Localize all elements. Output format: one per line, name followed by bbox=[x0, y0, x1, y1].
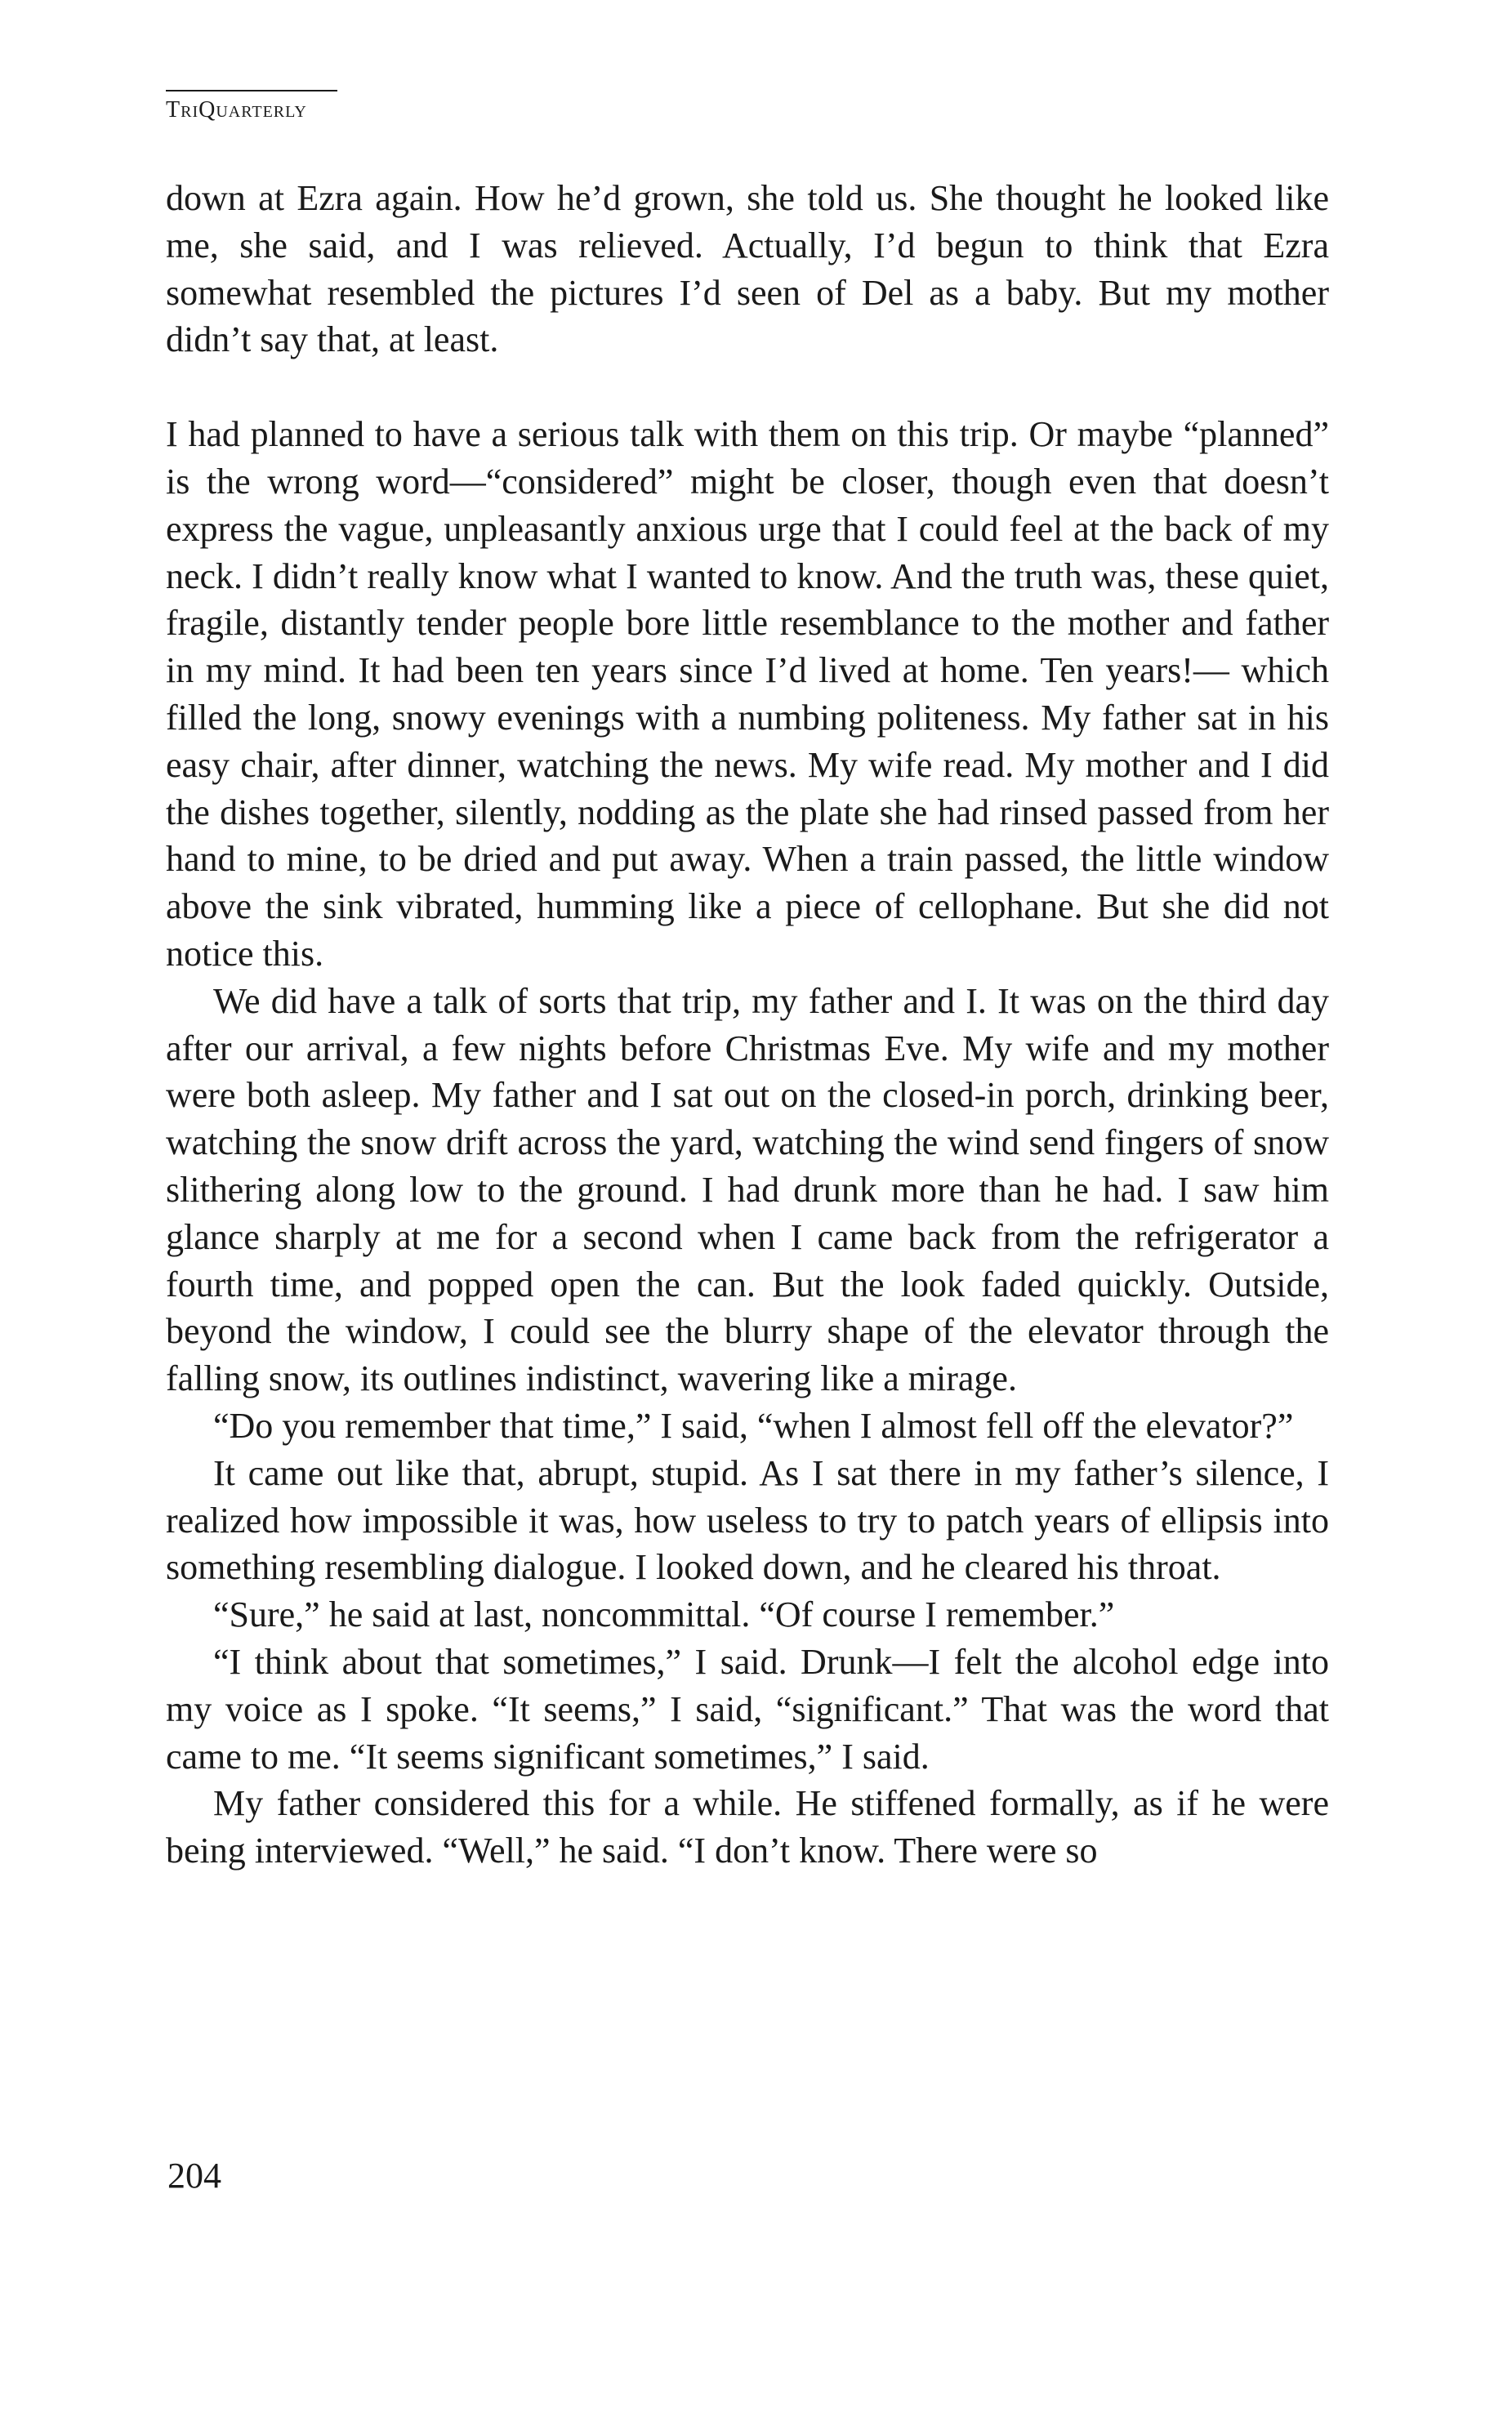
paragraph: We did have a talk of sorts that trip, my father and I. It was on the third day after our arrival, a few nights before Christmas Eve. My wife and my mother were both asleep. My father and I sat out on the closed-in porch, drinking beer, watching the snow drift across the yard, watching the wind send fingers of snow slithering along low to the ground. I had drunk more than he had. I saw him glance sharply at me for a second when I came back from the refrigerator a fourth time, and popped open the can. But the look faded quickly. Outside, beyond the window, I could see the blurry shape of the elevator through the falling snow, its outlines indistinct, wavering like a mirage. bbox=[166, 980, 1329, 1399]
paragraph-continued: down at Ezra again. How he’d grown, she told us. She thought he looked like me, she said, and I was relieved. Actually, I’d begun to think that Ezra somewhat resembled the pictures I’d seen of Del as a baby. But my mother didn’t say that, at least. bbox=[166, 178, 1329, 360]
paragraph-continues: My father considered this for a while. He stiffened formally, as if he were being interviewed. “Well,” he said. “I don’t know. There were so bbox=[166, 1783, 1329, 1871]
paragraph-dialogue: “Do you remember that time,” I said, “when I almost fell off the elevator?” bbox=[213, 1405, 1294, 1446]
paragraph: It came out like that, abrupt, stupid. As I sat there in my father’s silence, I realized how impossible it was, how useless to try to patch years of ellipsis into something resembling dialogue. I looked down, and he cleared his throat. bbox=[166, 1452, 1329, 1588]
body-text bbox=[166, 175, 1329, 1875]
paragraph-dialogue: “Sure,” he said at last, noncommittal. “Of course I remember.” bbox=[213, 1594, 1115, 1635]
running-head-rule bbox=[166, 90, 337, 91]
paragraph-section-start: I had planned to have a serious talk with them on this trip. Or maybe “planned” is the wrong word—“considered” might be closer, though even that doesn’t express the vague, unpleasantly anxious urge that I could feel at the back of my neck. I didn’t really know what I wanted to know. And the truth was, these quiet, fragile, distantly tender people bore little resemblance to the mother and father in my mind. It had been ten years since I’d lived at home. Ten years!— which filled the long, snowy evenings with a numbing politeness. My father sat in his easy chair, after dinner, watching the news. My wife read. My mother and I did the dishes together, silently, nodding as the plate she had rinsed passed from her hand to mine, to be dried and put away. When a train passed, the little window above the sink vibrated, humming like a piece of cellophane. But she did not notice this. bbox=[166, 414, 1329, 974]
running-head bbox=[166, 90, 346, 124]
journal-title: TriQuarterly bbox=[166, 97, 307, 123]
paragraph-dialogue: “I think about that sometimes,” I said. Drunk—I felt the alcohol edge into my voice as I spoke. “It seems,” I said, “significant.” That was the word that came to me. “It seems significant sometimes,” I said. bbox=[166, 1641, 1329, 1777]
page-number: 204 bbox=[167, 2156, 221, 2196]
